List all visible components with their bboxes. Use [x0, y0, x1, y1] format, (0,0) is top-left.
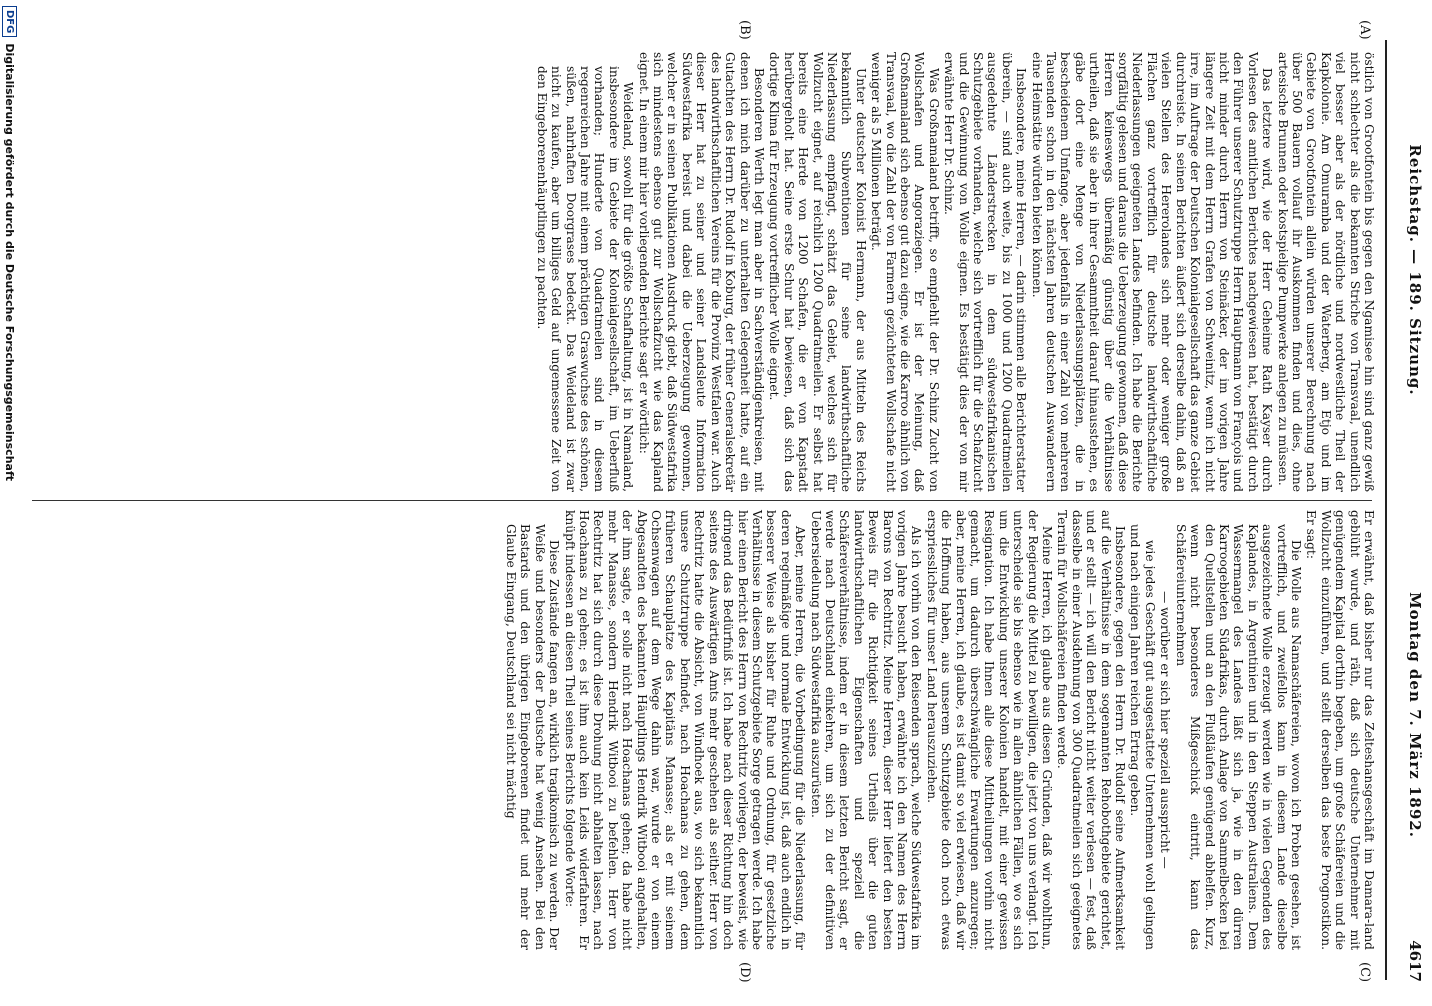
right-paragraph: Insbesondere, gegen den Herrn Dr. Rudolf seine Aufmerksamkeit auf die Verhältnisse in dem sogenannten Rehobothgebiete gerichtet, und er stellt — ich will den Bericht nicht weiter verlesen — fest, daß dasselbe in einer Ausdehnung von 300 Quadratmeilen sich geeignetes Terrain für Wollschäfereien finden werde.: [1055, 510, 1128, 950]
right-quote: Diese Zustände fangen an, wirklich tragikomisch zu werden. Der Weiße und besonders der Deutsche hat wenig Ansehen. Bei den Bastards und den übrigen Eingeborenen findet und mehr der Glaube Eingang, Deutschland sei nicht mächtig: [504, 524, 562, 950]
session-date: Montag den 7. März 1892.: [1406, 592, 1424, 838]
dfg-logo: DFG: [3, 6, 18, 37]
right-paragraph: Meine Herren, ich glaube aus diesen Gründen, daß wir wohlthun, der Regierung die Mittel zu bewilligen, die jetzt von uns verlangt. Ich unterscheide sie bis ebenso wie in allen ähnlichen Fällen, wo es sich um die Entwicklung unserer Kolonien handelt, mit einer gewissen Resignation. Ich habe Ihnen alle diese Mittheilungen vorhin nicht gemacht, um dadurch überschwängliche Erwartungen anzuregen; aber, meine Herren, ich glaube, es ist damit so viel erwiesen, daß wir die Hoffnung haben, aus unserem Schutzgebiete doch noch etwas erspriessliches für unser Land herauszuziehen.: [924, 510, 1055, 950]
left-column: [533, 52, 1376, 492]
marker-d: (D): [737, 962, 752, 983]
footer-text: Digitalisierung gefördert durch die Deutsche Forschungsgemeinschaft: [3, 43, 17, 482]
right-paragraph: Aber, meine Herren, die Vorbedingung für die Niederlassung, für deren regelmäßige und normale Entwicklung ist, daß auch endlich in besserer Weise als bisher für Ruhe und Ordnung, für gesetzliche Verhältnisse in diesem Schutzgebiete Sorge getragen werde. Ich habe hier einen Bericht des Herrn von Rechtritz vorliegen, der beweist, wie dringend das Bedürfniß ist. Ich habe nach dieser Richtung hin doch seitens des Auswärtigen Amts mehr geschehen als seither. Herr von Rechtritz hatte die Absicht, von Windhoek aus, wo sich bekanntlich unsere Schutztruppe befindet, nach Hoachanas zu gehen, dem früheren Schauplatze des Kapitäns Manasse; als er mit seinem Ochsenwagen auf dem Wege dahin war, wurde er von einem Abgesandten des bekannten Häuptlings Hendrik Witbooi angehalten, der ihm sagte, er solle nicht nach Hoachanas gehen; da habe nicht mehr Manasse, sondern Hendrik Witbooi zu befehlen. Herr von Rechtritz hat sich durch diese Drohung nicht abhalten lassen, nach Hoachanas zu gehen; es ist ihm auch kein Leids widerfahren. Er knüpft indessen an diesen Theil seines Berichts folgende Worte:: [562, 510, 808, 950]
left-paragraph: Insbesondere, meine Herren, — darin stimmen alle Berichterstatter überein, — sind auch weite, bis zu 1000 und 1200 Quadratmeilen ausgedehnte Länderstrecken in dem südwestafrikanischen Schutzgebiete vorhanden, welche sich vortrefflich für die Schafzucht und die Gewinnung von Wolle eignen. Es bestätigt dies der von mir erwähnte Herr Dr. Schinz.: [942, 52, 1029, 492]
right-quote: wie jedes Geschäft gut ausgestattete Unternehmen wohl gelingen und nach einigen Jahren reichen Ertrag geben.: [1128, 524, 1157, 950]
right-paragraph: Er erwähnt, daß bisher nur das Zelteshansgeschäft im Damara-land geblüht wurde, und räth, daß sich deutsche Unternehmer mit genügendem Kapital dorthin begeben, um große Schäfereien und die Wollzucht einzuführen, und stellt derselben das beste Prognostikon. Er sagt:: [1304, 510, 1376, 950]
session-title: Reichstag. — 189. Sitzung.: [1406, 144, 1424, 396]
left-paragraph: Besonderen Werth legt man aber in Sachverständigenkreisen, mit denen ich mich darüber zu unterhalten Gelegenheit hatte, auf ein Gutachten des Herrn Dr. Rudolf in Koburg, der früher Generalsekretär des landwirthschaftlichen Vereins für die Provinz Westfalen war. Auch dieser Herr hat zu seiner und seiner Landsleute Information Südwestafrika bereist und dabei die Ueberzeugung gewonnen, welcher er in seinen Publikationen Ausdruck giebt, daß Südwestafrika sich mindestens ebenso gut zur Wollschafzucht wie das Kapland eignet. In einem mir hier vorliegenden Berichte sagt er wörtlich:: [636, 52, 766, 492]
right-paragraph: Als ich vorhin von den Reisenden sprach, welche Südwestafrika im vorigen Jahre besucht haben, erwähnte ich den Namen des Herrn Barons von Rechtritz. Meine Herren, dieser Herr liefert den besten Beweis für die Richtigkeit seines Urtheils über die guten landwirthschaftlichen Eigenschaften und speziell die Schäfereiverhältnisse, indem er in diesem letzten Bericht sagt, er werde nach Deutschland einkehren, um sich zu der definitiven Uebersiedelung nach Südwestafrika auszurüsten.: [808, 510, 924, 950]
marker-c: (C): [1357, 962, 1372, 983]
right-column: [503, 510, 1376, 950]
left-paragraph: Unter deutscher Kolonist Hermann, der aus Mitteln des Reichs bekanntlich Subventionen für seine landwirthschaftliche Niederlassung empfängt, schätzt das Gebiet, welches sich für Wollzucht eignet, auf reichlich 1200 Quadratmeilen. Er selbst hat bereits eine Herde von 1200 Schafen, die er von Kapstadt herübergeholt hat. Seine erste Schur hat bewiesen, daß sich das dortige Klima für Erzeugung vortrefflicher Wolle eignet.: [767, 52, 868, 492]
left-quote: Weideland, sowohl für die größte Schafhaltung, ist in Namaland, insbesondere im Gebiete der Kolonialgesellschaft, im Ueberfluß vorhanden; Hunderte von Quadratmeilen sind in diesem regenreichen Jahre mit einem prächtigen Graswuchse des schönen, süßen, nahrhaften Doorgrases bedeckt. Das Weideland ist zwar nicht zu kaufen, aber um billiges Geld auf ungemessene Zeit von den Eingeborenenhäuptlingen zu pachten.: [534, 66, 636, 492]
right-quote: Die Wolle aus Namaschäfereien, wovon ich Proben gesehen, ist vortrefflich, und zweifellos kann in diesem Lande dieselbe ausgezeichnete Wolle erzeugt werden wie in vielen Gegenden des Kaplandes, in Argentinien und in den Steppen Australiens. Dem Wassermangel des Landes läßt sich ja, wie in den dürren Karroogebieten Südafrikas, durch Anlage von Sammelbecken bei den Quellstellen und an den Flußläufen genügend abhelfen. Kurz, wenn nicht besonderes Mißgeschick eintritt, kann das Schäfereiunternehmen: [1173, 524, 1303, 950]
column-divider: [32, 500, 1372, 501]
page-header: [1380, 0, 1432, 1000]
marker-a: (A): [1357, 20, 1372, 40]
marker-b: (B): [737, 20, 752, 40]
header-rule: [1385, 40, 1387, 980]
left-paragraph: östlich von Grootfontein bis gegen den Ngamisee hin sind ganz gewiß nicht schlechter als die bekannten Striche von Transvaal, unendlich viel besser aber als der nördliche und nordwestliche Theil der Kapkolonie. Am Omuramba und der Waterberg, am Etjo und im Gebiete von Grootfontein allein würden unserer Berechnung nach über 500 Bauern vollauf ihr Auskommen finden und dies, ohne artesische Brunnen oder kostspielige Pumpwerke anlegen zu müssen.: [1275, 52, 1376, 492]
right-interjection: — worüber er sich hier speziell ausspricht —: [1158, 591, 1173, 869]
left-paragraph: Was Großnamaland betrifft, so empfiehlt der Dr. Schinz Zucht von Wollschafen und Angoraziegen. Er ist der Meinung, daß Großnamaland sich ebenso gut dazu eigne, wie die Karroo ähnlich von Transvaal, wo die Zahl der von Farmern gezüchteten Wollschafe nicht weniger als 5 Millionen beträgt.: [869, 52, 941, 492]
left-paragraph: Das letztere wird, wie der Herr Geheime Rath Kayser durch Vorlesen des amtlichen Berichtes nachgewiesen hat, bestätigt durch den Führer unserer Schutztruppe Herrn Hauptmann von François und nicht minder durch Herrn von Steinäcker, der im vorigen Jahre längere Zeit mit dem Herrn Grafen von Schweinitz, wenn ich nicht irre, im Auftrage der Deutschen Kolonialgesellschaft das ganze Gebiet durchreiste. In seinen Berichten äußert sich derselbe dahin, daß an vielen Stellen des Hererolandes sich mehr oder weniger große Flächen ganz vortrefflich für deutsche landwirthschaftliche Niederlassungen geeigneten Landes befinden. Ich habe die Berichte sorgfältig gelesen und daraus die Ueberzeugung gewonnen, daß diese Herren keineswegs übermäßig günstig über die Verhältnisse urtheilen, daß sie aber in ihrer Gesammtheit darauf hinausstehen, es gäbe dort eine Menge von Niederlassungsplätzen, die in bescheidenem Umfange, aber jedenfalls in einer Zahl von mehreren Tausenden schon in den nächsten Jahren deutschen Auswanderern eine Heimstätte würden bieten können.: [1029, 52, 1275, 492]
page-number: 4617: [1406, 940, 1424, 982]
digitization-footer: [0, 0, 20, 1006]
